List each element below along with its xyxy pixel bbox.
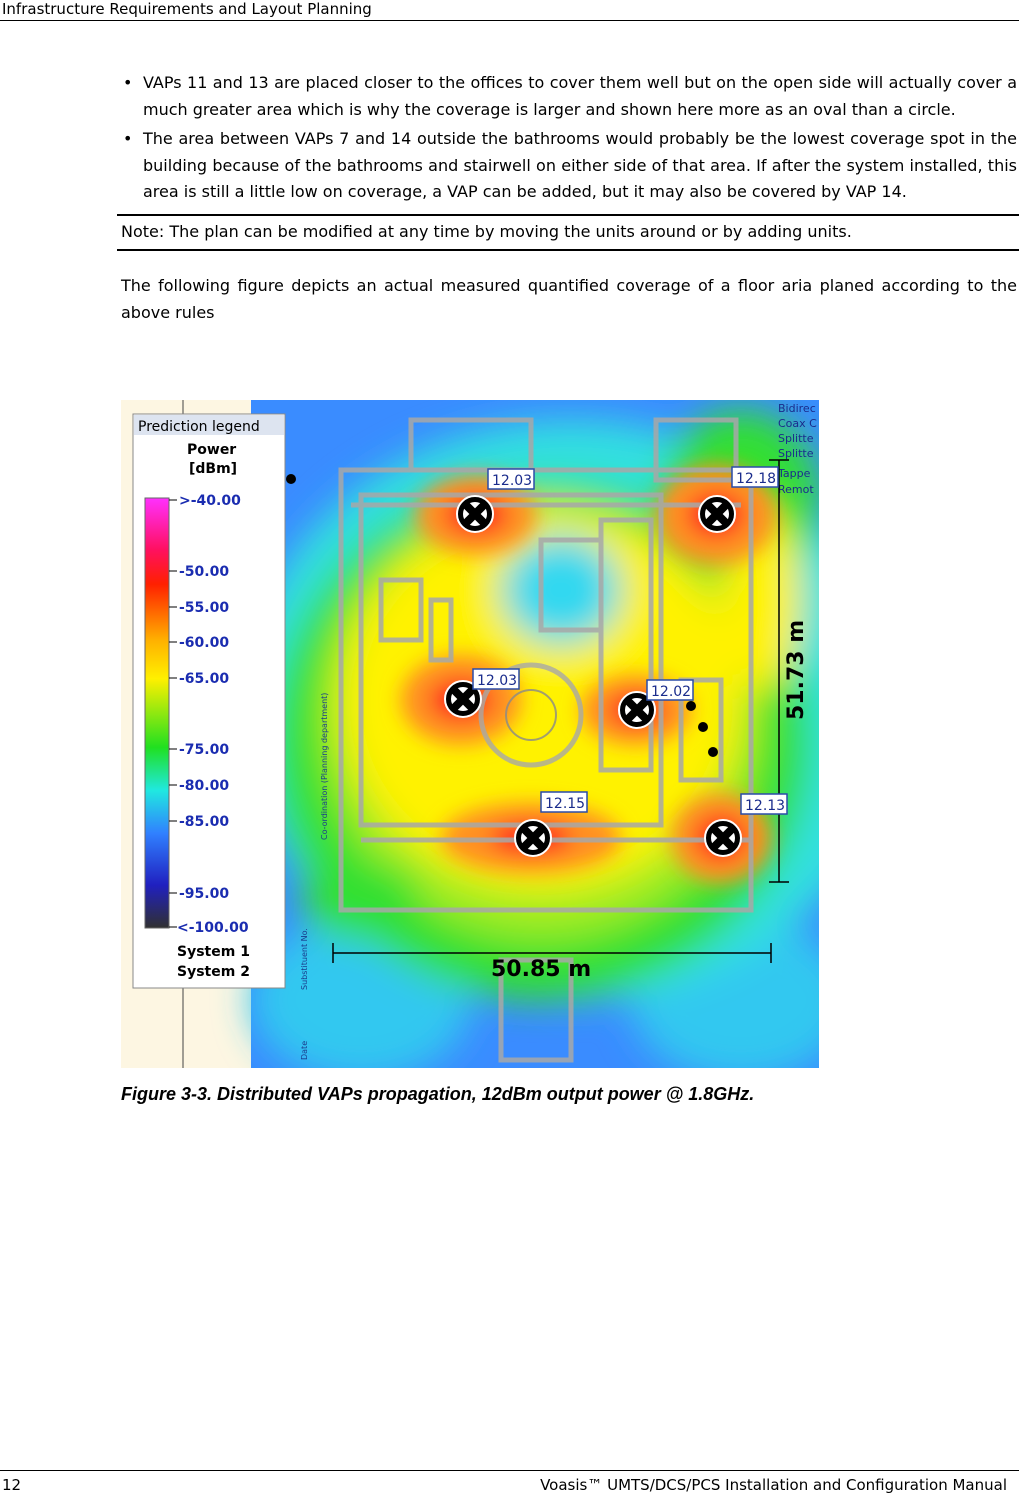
legend-tick: -65.00 [179, 671, 230, 687]
sheet-label: Date [300, 1040, 309, 1060]
header-title: Infrastructure Requirements and Layout Planning [2, 0, 372, 18]
bullet-list [121, 70, 1017, 206]
legend-tick: -60.00 [179, 635, 230, 651]
bullet-item: • The area between VAPs 7 and 14 outside the bathrooms would probably be the lowest coverage spot in the building because of the bathrooms and stairwell on either side of that area. If after the system installed, this area is still a little low on coverage, a VAP can be added, but it may also be covered by VAP 14. [121, 126, 1017, 206]
vap-label: 12.02 [651, 684, 692, 700]
bullet-icon: • [123, 129, 133, 148]
legend-color-scale [145, 498, 169, 928]
vap-label: 12.13 [745, 798, 786, 814]
running-header [0, 0, 1019, 21]
vap-marker [515, 820, 551, 856]
vap-marker [457, 496, 493, 532]
dimension-horizontal-label: 50.85 m [491, 957, 592, 982]
side-legend-item: Bidirec [778, 402, 816, 415]
running-footer [0, 1470, 1019, 1497]
legend-title: Prediction legend [138, 419, 260, 435]
vap-label: 12.15 [545, 796, 586, 812]
prediction-legend [133, 414, 285, 988]
sheet-label: Substituent No. [300, 928, 309, 990]
intro-paragraph: The following figure depicts an actual measured quantified coverage of a floor aria planed according to the above rules [121, 276, 1017, 322]
legend-tick: -80.00 [179, 778, 230, 794]
note-box: Note: The plan can be modified at any time by moving the units around or by adding units. [117, 214, 1019, 252]
dimension-vertical-label: 51.73 m [784, 619, 809, 720]
legend-unit-line1: Power [187, 442, 237, 458]
figure-caption: Figure 3-3. Distributed VAPs propagation, 12dBm output power @ 1.8GHz. [121, 1084, 755, 1104]
vap-label: 12.18 [736, 471, 777, 487]
coverage-figure [121, 400, 819, 1068]
vap-label: 12.03 [492, 473, 533, 489]
side-legend-item: Tappe [778, 467, 811, 480]
legend-tick: -75.00 [179, 742, 230, 758]
vap-label: 12.03 [477, 673, 518, 689]
legend-tick: >-40.00 [179, 493, 241, 509]
legend-tick: -95.00 [179, 886, 230, 902]
page-number: 12 [2, 1476, 22, 1494]
legend-system: System 2 [177, 964, 250, 980]
side-legend-item: Remot [778, 483, 814, 496]
legend-tick: -85.00 [179, 814, 230, 830]
manual-title: Voasis™ UMTS/DCS/PCS Installation and Configuration Manual [540, 1476, 1007, 1494]
vap-marker [699, 496, 735, 532]
vap-marker [705, 820, 741, 856]
side-legend-item: Splitte [778, 432, 814, 445]
legend-tick: -55.00 [179, 600, 230, 616]
legend-unit-line2: [dBm] [189, 461, 238, 477]
side-legend-item: Coax C [778, 417, 817, 430]
body-content [121, 70, 1017, 326]
legend-tick: -50.00 [179, 564, 230, 580]
legend-tick: <-100.00 [177, 920, 249, 936]
bullet-item: • VAPs 11 and 13 are placed closer to the offices to cover them well but on the open side will actually cover a much greater area which is why the coverage is larger and shown here more as an oval than a circle. [121, 70, 1017, 123]
bullet-icon: • [123, 73, 133, 92]
sheet-label: Co-ordination (Planning department) [320, 692, 329, 840]
legend-system: System 1 [177, 944, 250, 960]
side-legend-item: Splitte [778, 447, 814, 460]
